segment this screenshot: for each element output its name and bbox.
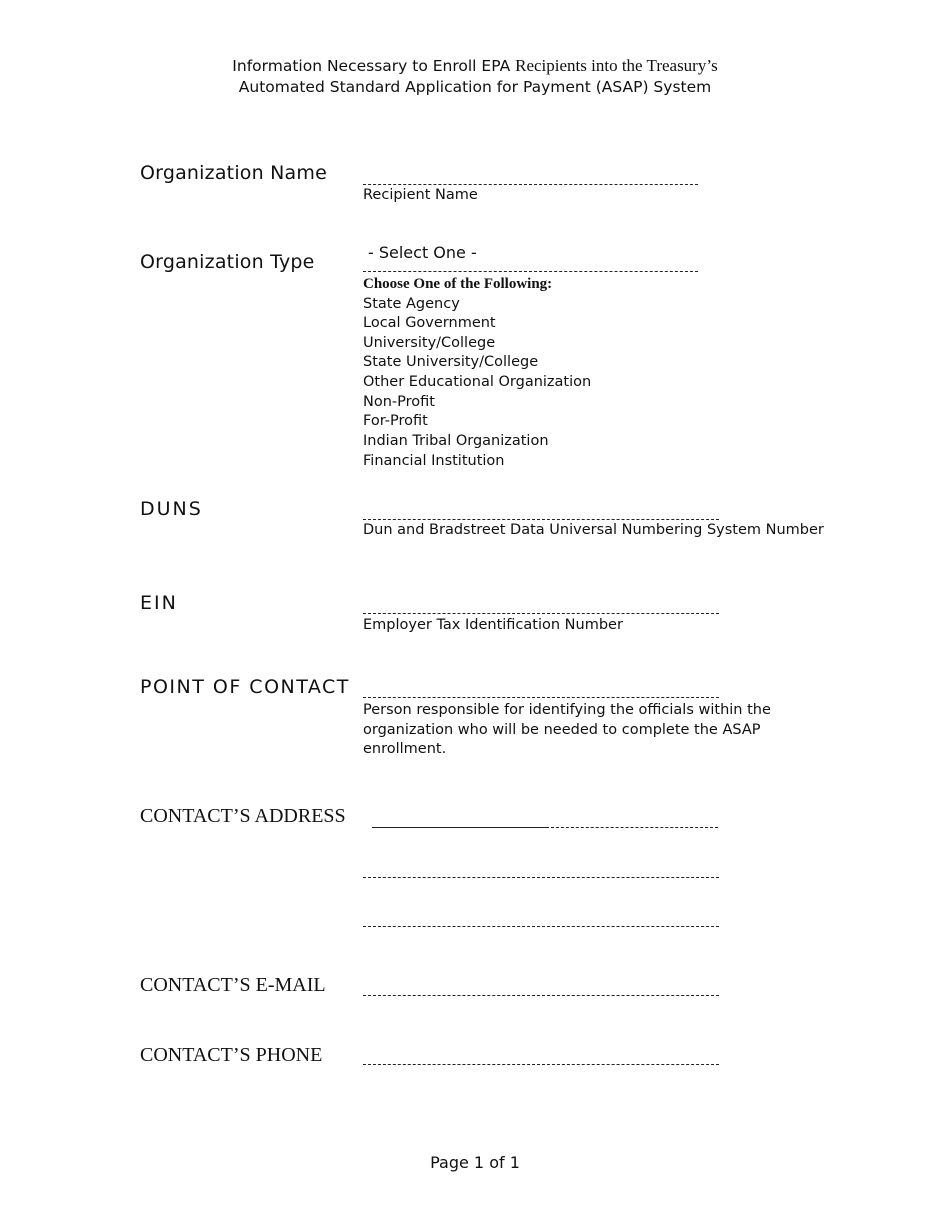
- organization-name-hint: Recipient Name: [363, 187, 478, 203]
- page-number: Page 1 of 1: [430, 1153, 520, 1172]
- option-university-college: University/College: [363, 335, 496, 351]
- duns-input[interactable]: [363, 500, 719, 520]
- choose-one-heading: Choose One of the Following:: [363, 276, 553, 292]
- point-of-contact-underline: [363, 697, 719, 698]
- contact-phone-input[interactable]: [363, 1045, 719, 1065]
- contact-email-label: CONTACT’S E-MAIL: [140, 974, 326, 996]
- option-indian-tribal-organization: Indian Tribal Organization: [363, 433, 549, 449]
- organization-type-select[interactable]: [363, 243, 703, 265]
- contact-address-line-3-underline: [363, 926, 719, 927]
- option-for-profit: For-Profit: [363, 413, 428, 429]
- contact-address-line-3-input[interactable]: [363, 907, 719, 927]
- contact-phone-underline: [363, 1064, 719, 1065]
- ein-underline: [363, 613, 719, 614]
- option-local-government: Local Government: [363, 315, 496, 331]
- option-other-educational-organization: Other Educational Organization: [363, 374, 592, 390]
- point-of-contact-label: POINT OF CONTACT: [140, 676, 350, 698]
- duns-label: DUNS: [140, 498, 203, 520]
- option-financial-institution: Financial Institution: [363, 453, 505, 469]
- contact-address-line-2-underline: [363, 877, 719, 878]
- organization-type-label: Organization Type: [140, 251, 315, 273]
- contact-email-input[interactable]: [363, 976, 719, 996]
- contact-phone-label: CONTACT’S PHONE: [140, 1044, 323, 1066]
- point-of-contact-hint: Person responsible for identifying the officials within the organization who will be needed to complete the ASAP enrollment.: [363, 702, 771, 757]
- organization-name-underline: [363, 184, 698, 185]
- option-non-profit: Non-Profit: [363, 394, 435, 410]
- contact-address-line-1-underline-solid: [372, 827, 546, 828]
- organization-name-input[interactable]: [363, 165, 698, 185]
- duns-underline: [363, 519, 719, 520]
- contact-address-line-1-input[interactable]: [372, 808, 718, 828]
- organization-type-selected-value: - Select One -: [368, 243, 477, 262]
- organization-name-label: Organization Name: [140, 162, 327, 184]
- option-state-agency: State Agency: [363, 296, 460, 312]
- contact-email-underline: [363, 995, 719, 996]
- contact-address-line-1-underline-dashed: [546, 827, 718, 828]
- ein-label: EIN: [140, 592, 178, 614]
- duns-hint: Dun and Bradstreet Data Universal Numbering System Number: [363, 522, 824, 538]
- contact-address-line-2-input[interactable]: [363, 858, 719, 878]
- point-of-contact-input[interactable]: [363, 678, 719, 698]
- document-title-line-2: Automated Standard Application for Payment (ASAP) System: [238, 78, 712, 96]
- option-state-university-college: State University/College: [363, 354, 539, 370]
- title-line-1-part-2: Recipients into the Treasury’s: [515, 56, 718, 75]
- contact-address-label: CONTACT’S ADDRESS: [140, 805, 346, 827]
- organization-type-underline: [363, 271, 698, 272]
- ein-input[interactable]: [363, 594, 719, 614]
- ein-hint: Employer Tax Identification Number: [363, 617, 623, 633]
- title-line-1-part-1: Information Necessary to Enroll EPA: [232, 57, 516, 75]
- document-title-line-1: [0, 56, 950, 76]
